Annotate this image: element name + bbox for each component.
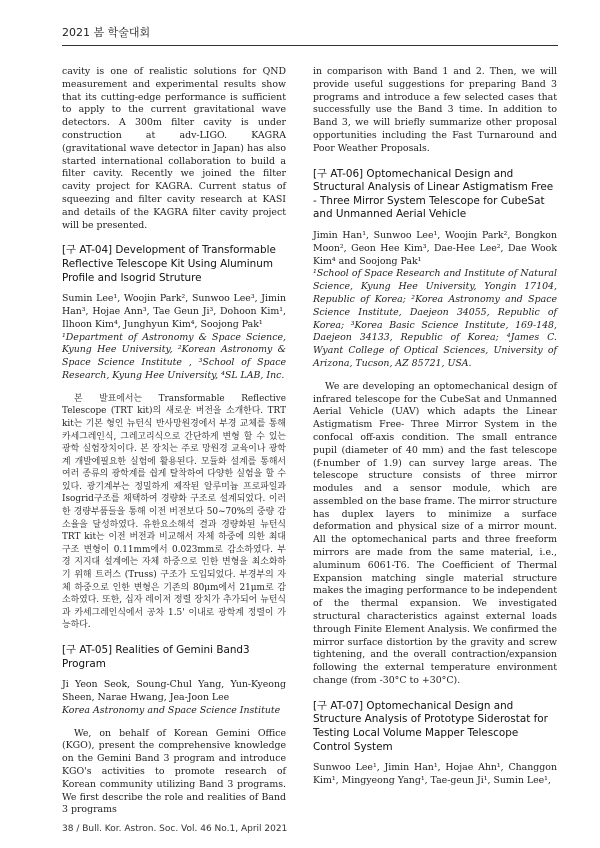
abstract-affiliations-at04: ¹Department of Astronomy & Space Science, Kyung Hee University, ²Korean Astronomy & Space Science Institute , ³School of Space Research, Kyung Hee University, ⁴SL LAB, Inc. bbox=[62, 331, 286, 381]
continued-abstract-text-right: in comparison with Band 1 and 2. Then, we will provide useful suggestions for preparing Band 3 programs and introduce a few selected cases that successfully use the Band 3 time. In addition to Band 3, we will briefly summarize other proposal opportunities including the Fast Turnaround and Poor Weather Proposals. bbox=[313, 66, 557, 154]
abstract-authors-at05: Ji Yeon Seok, Soung-Chul Yang, Yun-Kyeong Sheen, Narae Hwang, Jea-Joon Lee bbox=[62, 679, 286, 703]
left-column bbox=[62, 66, 286, 817]
abstract-body-at06: We are developing an optomechanical design of infrared telescope for the CubeSat and Unmanned Aerial Vehicle (UAV) which adapts the Linear Astigmatism Free- Three Mirror System in the confocal off-axis condition. The small entrance pupil (diameter of 40 mm) and the fast telescope (f-number of 1.9) can survey large areas. The telescope structure consists of three mirror modules and a sensor module, which are assembled on the base frame. The mirror structure has duplex layers to minimize a surface deformation and physical size of a mirror mount. All the optomechanical parts and three freeform mirrors are made from the same material, i.e., aluminum 6061-T6. The Coefficient of Thermal Expansion matching single material structure makes the imaging performance to be independent of the thermal expansion. We investigated structural characteristics against external loads through Finite Element Analysis. We confirmed the mirror surface distortion by the gravity and screw tightening, and the overall contraction/expansion following the external temperature environment change (from -30°C to +30°C). bbox=[313, 380, 558, 687]
abstract-authors-at07: Sunwoo Lee¹, Jimin Han¹, Hojae Ahn¹, Changgon Kim¹, Mingyeong Yang¹, Tae-geun Ji¹, Sumin Lee¹, bbox=[313, 762, 557, 787]
abstract-title-at04: [구 AT-04] Development of Transformable Reflective Telescope Kit Using Aluminum Profile and Isogrid Struture bbox=[62, 244, 276, 284]
abstract-body-at05: We, on behalf of Korean Gemini Office (KGO), present the comprehensive knowledge on the Gemini Band 3 program and introduce KGO's activities to promote research of Korean community utilizing Band 3 programs. We first describe the role and realities of Band 3 programs bbox=[62, 727, 286, 816]
abstract-title-at07: [구 AT-07] Optomechanical Design and Structure Analysis of Prototype Siderostat for Testing Local Volume Mapper Telescope Control System bbox=[313, 699, 548, 753]
continued-abstract-text: cavity is one of realistic solutions for QND measurement and experimental results show that its cutting-edge performance is sufficient to apply to the current gravitational wave detectors. A 300m filter cavity is under construction at adv-LIGO. KAGRA (gravitational wave detector in Japan) has also started international collaboration to build a filter cavity. Recently we joined the filter cavity project for KAGRA. Current status of squeezing and filter cavity research at KASI and details of the KAGRA filter cavity project will be presented. bbox=[62, 66, 286, 231]
header-divider bbox=[62, 45, 558, 46]
abstract-title-at06: [구 AT-06] Optomechanical Design and Structural Analysis of Linear Astigmatism Free - Three Mirror System Telescope for CubeSat and Unmanned Aerial Vehicle bbox=[313, 167, 554, 221]
page-footer: 38 / Bull. Kor. Astron. Soc. Vol. 46 No.1, April 2021 bbox=[62, 824, 288, 834]
abstract-affiliations-at05: Korea Astronomy and Space Science Institute bbox=[62, 704, 281, 716]
abstract-title-at05: [구 AT-05] Realities of Gemini Band3 Program bbox=[62, 644, 250, 670]
abstract-authors-at06: Jimin Han¹, Sunwoo Lee¹, Woojin Park², Bongkon Moon², Geon Hee Kim³, Dae-Hee Lee², Dae Wook Kim⁴ and Soojong Pak¹ bbox=[313, 229, 557, 267]
abstract-body-at04: 본 발표에서는 Transformable Reflective Telescope (TRT kit)의 새로운 버전을 소개한다. TRT kit는 기본 형인 뉴턴식 반사망원경에서 부경 교체를 통해 카세그레인식, 그레고리식으로 간단하게 변형 할 수 있는 광학 실험장치이다. 본 장치는 주로 망원경 교육이나 광학계 개발에필요한 실험에 활용된다. 모듈화 설계를 통해서 여러 종류의 광학계를 쉽게 탈착하여 다양한 실험을 할 수 있다. 광기계부는 정밀하게 제작된 알루미늄 프로파일과 Isogrid구조를 채택하여 경량화 구조로 설계되었다. 이러한 경량부품들을 통해 이전 버전보다 50~70%의 중량 감소율을 달성하였다. 유한요소해석 결과 경량화된 뉴턴식 TRT kit는 이전 버전과 비교해서 자체 하중에 의한 최대 구조 변형이 0.11mm에서 0.023mm로 감소하였다. 부경 지지대 설계에는 자체 하중으로 인한 변형을 최소화하기 위해 트러스 (Truss) 구조가 도입되었다. 부경부의 자체 하중으로 인한 변형은 기존의 80μm에서 21μm로 감소하였다. 또한, 십자 레이저 정렬 장치가 추가되어 뉴턴식과 카세그레인식에서 공차 1.5' 이내로 광학계 정렬이 가능하다. bbox=[62, 393, 286, 631]
abstract-affiliations-at06: ¹School of Space Research and Institute of Natural Science, Kyung Hee University, Yongin 17104, Republic of Korea; ²Korea Astronomy and Space Science Institute, Daejeon 34055, Republic of Korea; ³Korea Basic Science Institute, 169-148, Daejeon 34133, Republic of Korea; ⁴James C. Wyant College of Optical Sciences, University of Arizona, Tucson, AZ 85721, USA. bbox=[313, 268, 557, 369]
abstract-authors-at04: Sumin Lee¹, Woojin Park², Sunwoo Lee³, Jimin Han³, Hojae Ann³, Tae Geun Ji³, Dohoon Kim¹, Ilhoon Kim⁴, Junghyun Kim⁴, Soojong Pak¹ bbox=[62, 293, 286, 330]
running-header: 2021 봄 학술대회 bbox=[62, 26, 151, 39]
right-column bbox=[313, 66, 557, 788]
